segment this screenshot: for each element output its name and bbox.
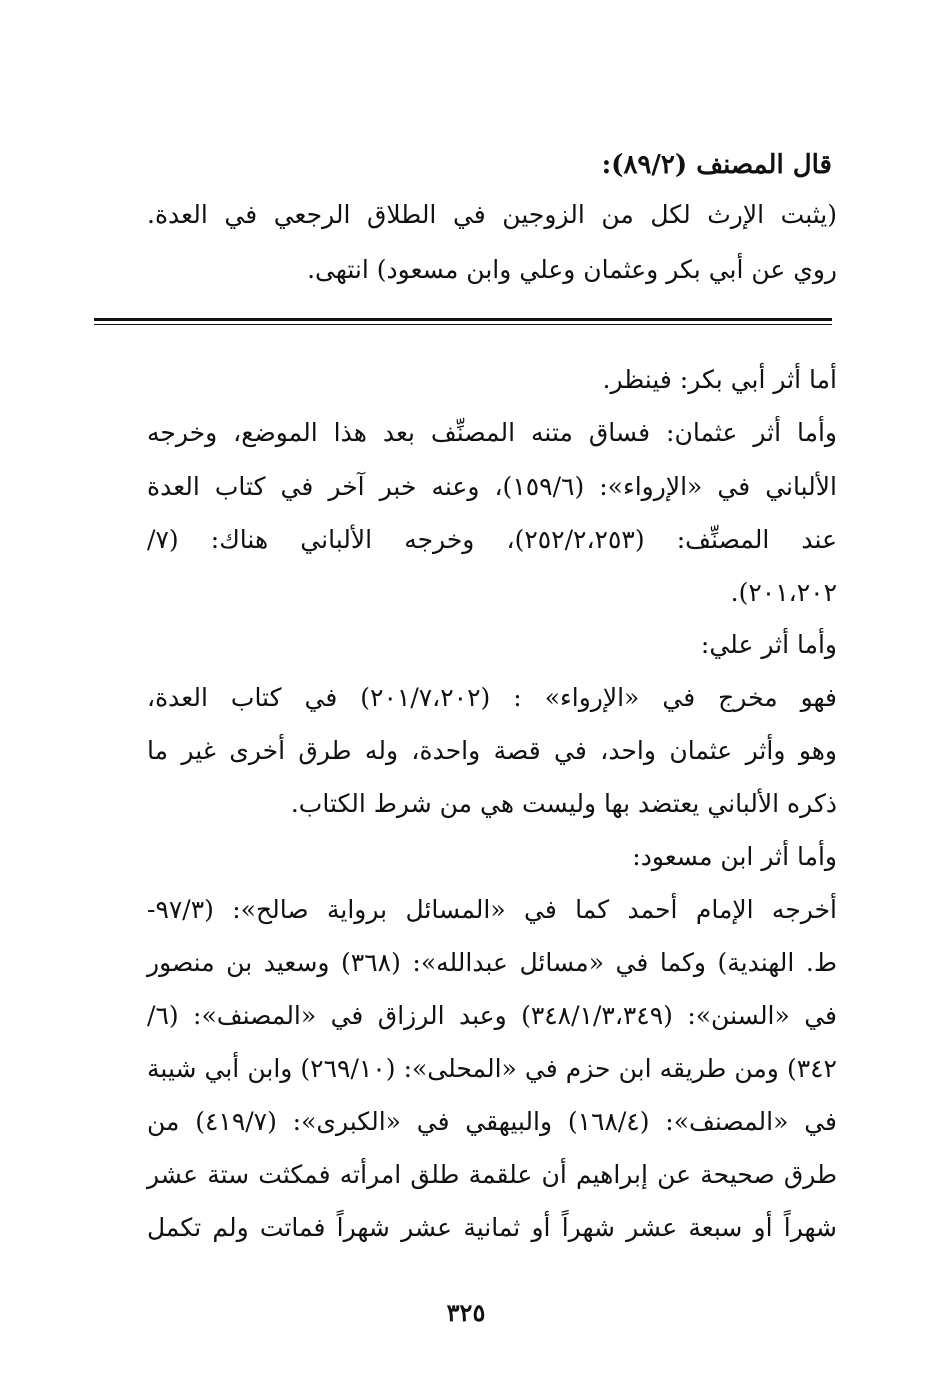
body-line-7: فهو مخرج في «الإرواء» : (٢٠١/٧،٢٠٢) في كتاب العدة،: [147, 683, 837, 712]
body-line-5: ٢٠١،٢٠٢).: [730, 578, 837, 607]
body-line-8: وهو وأثر عثمان واحد، في قصة واحدة، وله طرق أخرى غير ما: [147, 736, 837, 765]
section-heading: قال المصنف (٨٩/٢):: [601, 150, 832, 180]
body-line-2: وأما أثر عثمان: فساق متنه المصنِّف بعد هذا الموضع، وخرجه: [147, 418, 837, 447]
body-line-13: في «السنن»: (٣٤٨/١/٣،٣٤٩) وعبد الرزاق في «المصنف»: (٦/: [147, 1001, 838, 1030]
body-line-15: في «المصنف»: (١٦٨/٤) والبيهقي في «الكبرى»: (٤١٩/٧) من: [147, 1107, 837, 1136]
body-line-14: ٣٤٢) ومن طريقه ابن حزم في «المحلى»: (٢٦٩/١٠) وابن أبي شيبة: [147, 1054, 837, 1083]
page-number: ٣٢٥: [446, 1298, 486, 1327]
body-line-10: وأما أثر ابن مسعود:: [632, 842, 837, 871]
separator-rule-thin: [94, 324, 832, 325]
body-line-12: ط. الهندية) وكما في «مسائل عبدالله»: (٣٦٨) وسعيد بن منصور: [147, 948, 837, 977]
body-line-6: وأما أثر علي:: [700, 630, 837, 659]
body-line-4: عند المصنِّف: (٢٥٢/٢،٢٥٣)، وخرجه الألباني هناك: (٧/: [147, 525, 837, 554]
body-line-1: أما أثر أبي بكر: فينظر.: [602, 365, 837, 394]
body-line-17: شهراً أو سبعة عشر شهراً أو ثمانية عشر شهراً فماتت ولم تكمل: [147, 1213, 837, 1242]
body-line-16: طرق صحيحة عن إبراهيم أن علقمة طلق امرأته فمكثت ستة عشر: [147, 1160, 837, 1189]
body-line-9: ذكره الألباني يعتضد بها وليست هي من شرط الكتاب.: [290, 789, 837, 818]
body-line-11: أخرجه الإمام أحمد كما في «المسائل برواية صالح»: (٩٧/٣-: [147, 895, 837, 924]
quote-line-2: روي عن أبي بكر وعثمان وعلي وابن مسعود) انتهى.: [307, 255, 837, 284]
quote-line-1: (يثبت الإرث لكل من الزوجين في الطلاق الرجعي في العدة.: [147, 200, 837, 229]
separator-rule-thick: [94, 318, 832, 321]
body-line-3: الألباني في «الإرواء»: (١٥٩/٦)، وعنه خبر آخر في كتاب العدة: [147, 472, 837, 501]
